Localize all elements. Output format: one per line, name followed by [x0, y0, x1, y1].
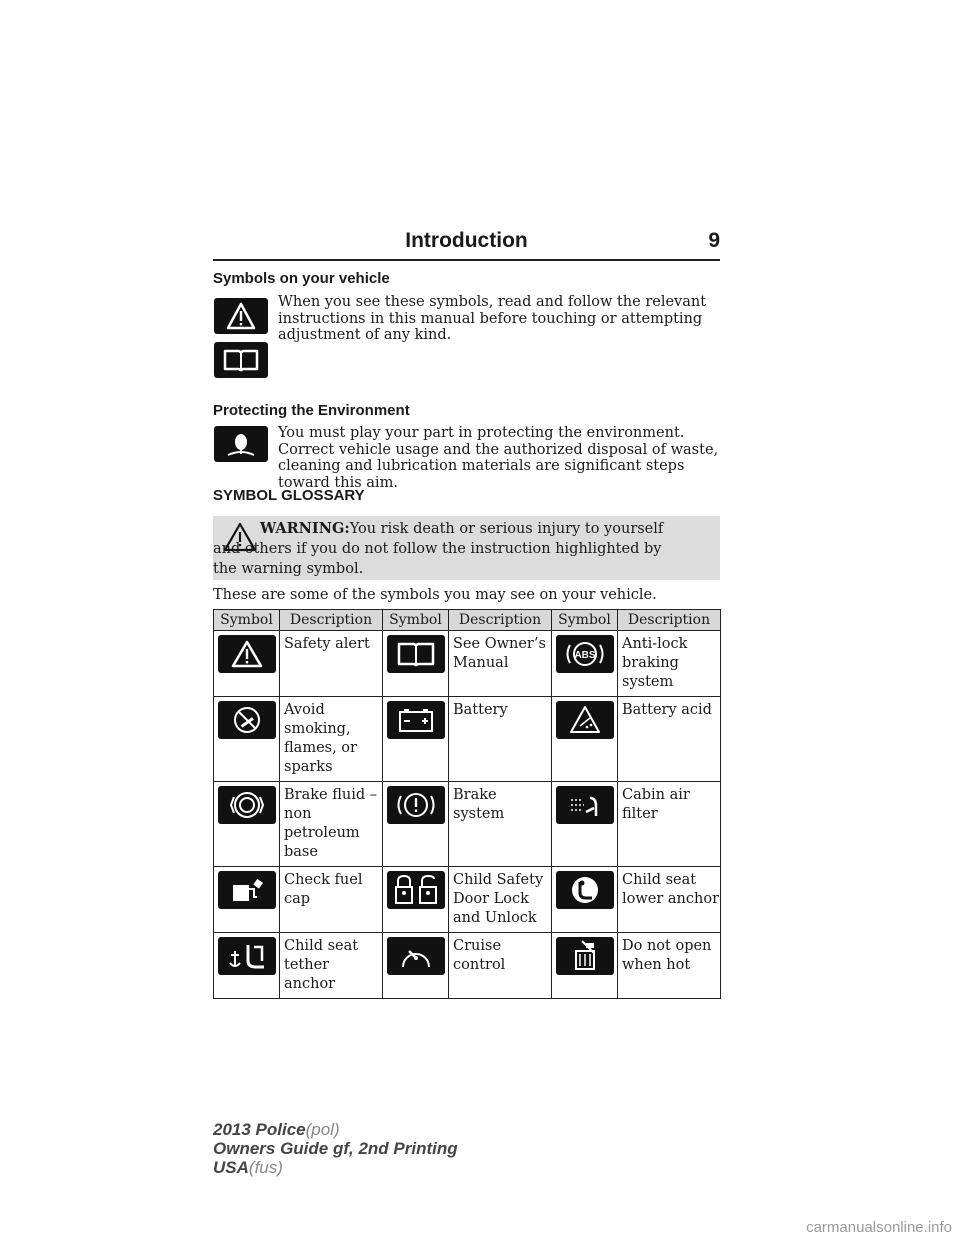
symbol-cell	[383, 782, 449, 867]
warning-label: WARNING:	[260, 520, 350, 537]
description-cell: Do not open when hot	[618, 933, 721, 999]
brake-fluid-icon	[218, 786, 276, 824]
description-cell: Anti-lock braking system	[618, 631, 721, 697]
battery-icon	[387, 701, 445, 739]
watermark: carmanualsonline.info	[806, 1219, 952, 1236]
table-row	[214, 933, 721, 999]
symbol-cell	[214, 782, 280, 867]
glossary-heading: SYMBOL GLOSSARY	[213, 487, 365, 504]
page-number: 9	[708, 229, 720, 252]
table-row	[214, 782, 721, 867]
table-row	[214, 697, 721, 782]
fuel-cap-icon	[218, 871, 276, 909]
cruise-control-icon	[387, 937, 445, 975]
page-title: Introduction	[405, 229, 528, 252]
description-cell: Cruise control	[449, 933, 552, 999]
battery-acid-icon	[556, 701, 614, 739]
owners-manual-icon	[387, 635, 445, 673]
symbol-cell	[214, 631, 280, 697]
column-header: Symbol	[552, 610, 618, 631]
tree-icon	[214, 426, 268, 462]
symbol-cell	[552, 782, 618, 867]
column-header: Description	[618, 610, 721, 631]
description-cell: Safety alert	[280, 631, 383, 697]
child-seat-anchor-icon	[556, 871, 614, 909]
child-lock-icon	[387, 871, 445, 909]
footer-market: USA	[213, 1158, 249, 1177]
column-header: Symbol	[214, 610, 280, 631]
description-cell: Battery	[449, 697, 552, 782]
brake-system-icon	[387, 786, 445, 824]
symbol-cell	[552, 631, 618, 697]
book-icon	[214, 342, 268, 378]
hot-radiator-icon	[556, 937, 614, 975]
column-header: Description	[449, 610, 552, 631]
description-cell: Child seat tether anchor	[280, 933, 383, 999]
symbol-cell	[383, 933, 449, 999]
symbol-cell	[552, 867, 618, 933]
document-footer	[213, 1120, 458, 1177]
svg-text:ABS: ABS	[574, 650, 596, 661]
warning-box	[213, 516, 720, 580]
cabin-air-filter-icon	[556, 786, 614, 824]
no-smoking-icon	[218, 701, 276, 739]
table-row	[214, 867, 721, 933]
description-cell: Child seat lower anchor	[618, 867, 721, 933]
table-row	[214, 631, 721, 697]
warning-body: You risk death or serious injury to yourself and others if you do not follow the instruction highlighted by the warning symbol.	[213, 521, 664, 577]
description-cell: Battery acid	[618, 697, 721, 782]
tether-anchor-icon	[218, 937, 276, 975]
footer-model: 2013 Police	[213, 1120, 306, 1139]
description-cell: Check fuel cap	[280, 867, 383, 933]
symbol-glossary-table	[213, 609, 721, 999]
warning-triangle-icon	[214, 298, 268, 334]
symbol-cell	[214, 867, 280, 933]
symbol-cell	[214, 697, 280, 782]
description-cell: Brake fluid – non petroleum base	[280, 782, 383, 867]
footer-edition: Owners Guide gf, 2nd Printing	[213, 1139, 458, 1158]
symbol-cell	[214, 933, 280, 999]
glossary-intro: These are some of the symbols you may see on your vehicle.	[213, 587, 657, 603]
symbol-cell	[383, 631, 449, 697]
description-cell: Brake system	[449, 782, 552, 867]
footer-line	[213, 1139, 458, 1158]
symbol-cell	[383, 697, 449, 782]
environment-text: You must play your part in protecting the environment. Correct vehicle usage and the authorized disposal of waste, cleaning and lubrication materials are significant steps toward this aim.	[278, 425, 719, 491]
table-header-row	[214, 610, 721, 631]
symbol-cell	[552, 697, 618, 782]
footer-line	[213, 1120, 458, 1139]
footer-line	[213, 1158, 458, 1177]
symbol-cell	[552, 933, 618, 999]
footer-market-code: (fus)	[248, 1158, 283, 1177]
abs-icon	[556, 635, 614, 673]
description-cell: Cabin air filter	[618, 782, 721, 867]
description-cell: Avoid smoking, flames, or sparks	[280, 697, 383, 782]
warning-text	[213, 519, 683, 579]
description-cell: See Owner’s Manual	[449, 631, 552, 697]
column-header: Description	[280, 610, 383, 631]
symbols-heading: Symbols on your vehicle	[213, 270, 390, 287]
symbol-cell	[383, 867, 449, 933]
safety-alert-icon	[218, 635, 276, 673]
column-header: Symbol	[383, 610, 449, 631]
environment-heading: Protecting the Environment	[213, 402, 410, 419]
footer-code: (pol)	[305, 1120, 340, 1139]
header-rule	[213, 259, 720, 261]
description-cell: Child Safety Door Lock and Unlock	[449, 867, 552, 933]
symbols-text: When you see these symbols, read and follow the relevant instructions in this manual before touching or attempting adjustment of any kind.	[278, 294, 707, 343]
